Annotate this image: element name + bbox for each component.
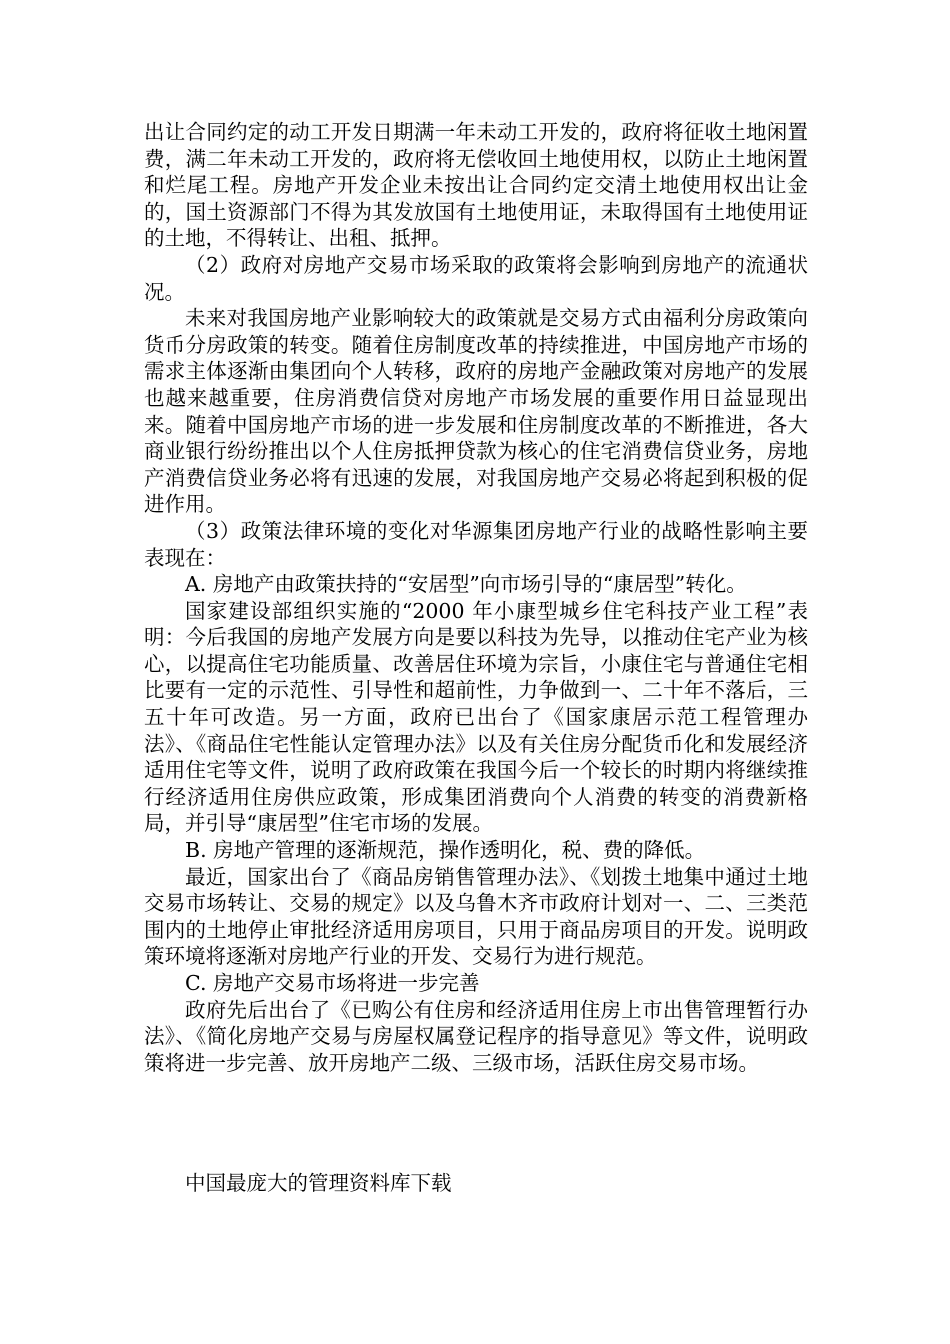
- footer-download-note: 中国最庞大的管理资料库下载: [185, 1171, 452, 1195]
- paragraph-recent-regulations: 最近，国家出台了《商品房销售管理办法》、《划拨土地集中通过土地交易市场转让、交易的规定》以及乌鲁木齐市政府计划对一、二、三类范围内的土地停止审批经济适用房项目，只用于商品房项目的开发。说明政策环境将逐渐对房地产行业的开发、交易行为进行规范。: [144, 864, 808, 969]
- paragraph-point-b: B. 房地产管理的逐渐规范，操作透明化，税、费的降低。: [185, 838, 706, 863]
- paragraph-xiaokang-project: 国家建设部组织实施的“2000 年小康型城乡住宅科技产业工程”表明：今后我国的房地产发展方向是要以科技为先导，以推动住宅产业为核心，以提高住宅功能质量、改善居住环境为宗旨，小康住宅与普通住宅相比要有一定的示范性、引导性和超前性，力争做到一、二十年不落后，三五十年可改造。另一方面，政府已出台了《国家康居示范工程管理办法》、《商品住宅性能认定管理办法》以及有关住房分配货币化和发展经济适用住宅等文件，说明了政府政策在我国今后一个较长的时期内将继续推行经济适用住房供应政策，形成集团消费向个人消费的转变的消费新格局，并引导“康居型”住宅市场的发展。: [144, 598, 808, 836]
- paragraph-housing-reform: 未来对我国房地产业影响较大的政策就是交易方式由福利分房政策向货币分房政策的转变。随着住房制度改革的持续推进，中国房地产市场的需求主体逐渐由集团向个人转移，政府的房地产金融政策对房地产的发展也越来越重要，住房消费信贷对房地产市场发展的重要作用日益显现出来。随着中国房地产市场的进一步发展和住房制度改革的不断推进，各大商业银行纷纷推出以个人住房抵押贷款为核心的住宅消费信贷业务，房地产消费信贷业务必将有迅速的发展，对我国房地产交易必将起到积极的促进作用。: [144, 306, 808, 517]
- paragraph-market-opening: 政府先后出台了《已购公有住房和经济适用住房上市出售管理暂行办法》、《简化房地产交易与房屋权属登记程序的指导意见》等文件，说明政策将进一步完善、放开房地产二级、三级市场，活跃住房交易市场。: [144, 997, 808, 1075]
- paragraph-trading-policy-heading: （2）政府对房地产交易市场采取的政策将会影响到房地产的流通状况。: [144, 252, 808, 304]
- paragraph-point-c: C. 房地产交易市场将进一步完善: [185, 971, 480, 995]
- paragraph-land-idle-continuation: 出让合同约定的动工开发日期满一年未动工开发的，政府将征收土地闲置费，满二年未动工开发的，政府将无偿收回土地使用权，以防止土地闲置和烂尾工程。房地产开发企业未按出让合同约定交清土地使用权出让金的，国土资源部门不得为其发放国有土地使用证，未取得国有土地使用证的土地，不得转让、出租、抵押。: [144, 120, 808, 251]
- paragraph-point-a: A. 房地产由政策扶持的“安居型”向市场引导的“康居型”转化。: [185, 572, 747, 597]
- paragraph-legal-environment-heading: （3）政策法律环境的变化对华源集团房地产行业的战略性影响主要表现在：: [144, 518, 808, 570]
- document-body: [144, 119, 808, 1076]
